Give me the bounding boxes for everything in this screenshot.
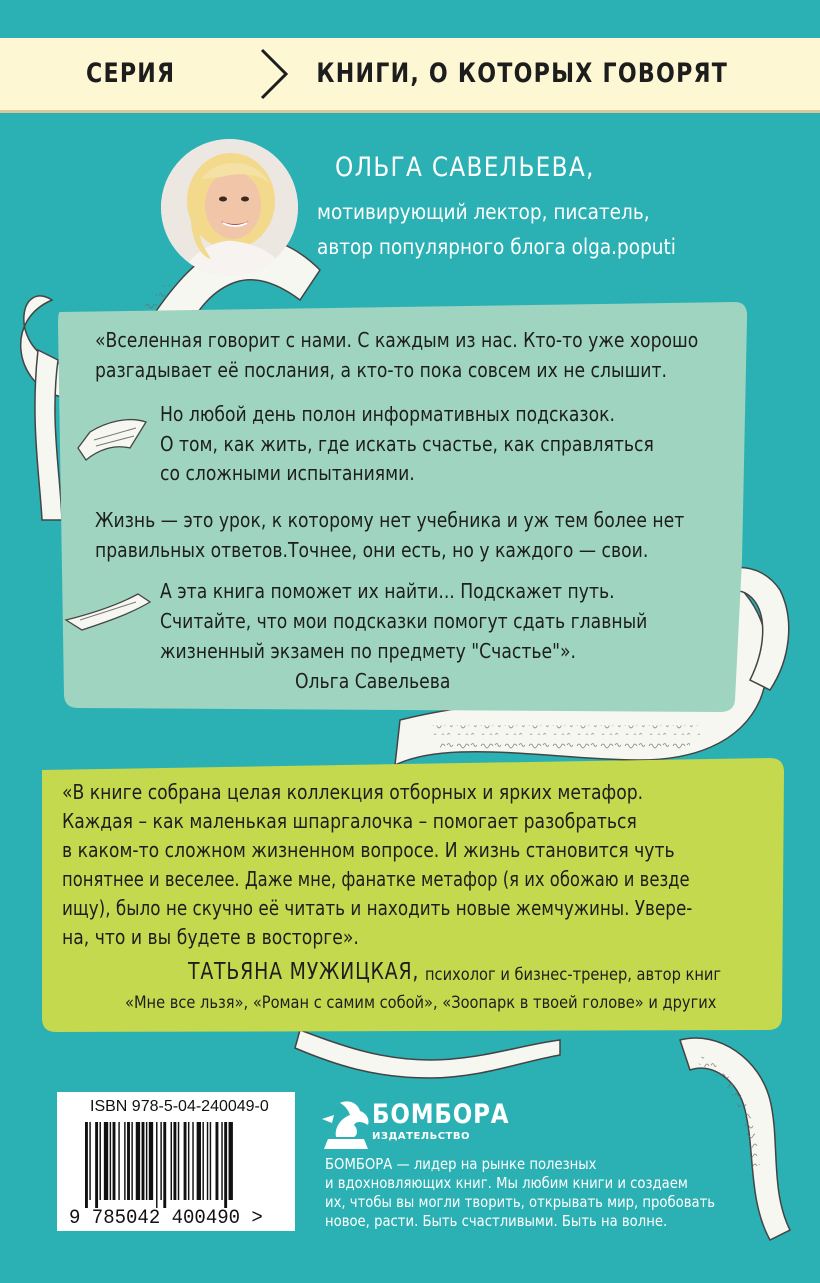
barcode-bar — [221, 1122, 222, 1200]
barcode-bar — [127, 1122, 130, 1200]
bombora-logo-icon — [318, 1095, 378, 1151]
author-quote-line: Но любой день полон информативных подсказок. — [160, 402, 615, 426]
publisher-description-line: новое, расти. Быть счастливыми. Быть на волне. — [325, 1212, 668, 1230]
barcode-bar — [197, 1122, 201, 1200]
barcode-bar — [113, 1122, 116, 1200]
review-quote-line: ищу), было не скучно её читать и находить новые жемчужины. Увере- — [62, 896, 693, 920]
barcode-bar — [173, 1122, 176, 1200]
author-quote-line: разгадывает её послания, а кто-то пока совсем их не слышит. — [95, 358, 667, 382]
barcode-bar — [184, 1122, 187, 1200]
author-quote-line: Считайте, что мои подсказки помогут сдать главный — [160, 609, 648, 633]
barcode-bar — [149, 1122, 153, 1200]
author-quote-line: жизненный экзамен по предмету "Счастье"». — [160, 639, 576, 663]
barcode-bar — [110, 1122, 111, 1200]
author-quote-line: А эта книга поможет их найти... Подскажет путь. — [160, 579, 615, 603]
author-quote-line: правильных ответов.Точнее, они есть, но у каждого — свои. — [95, 538, 649, 562]
author-quote-line: со сложными испытаниями. — [160, 461, 415, 485]
barcode-bar — [131, 1122, 132, 1200]
review-quote-line: Каждая – как маленькая шпаргалочка – помогает разобраться — [62, 809, 637, 833]
author-name: ОЛЬГА САВЕЛЬЕВА, — [335, 152, 595, 183]
review-quote-line: «В книге собрана целая коллекция отборных и ярких метафор. — [62, 780, 644, 804]
author-quote-line: «Вселенная говорит с нами. С каждым из нас. Кто-то уже хорошо — [95, 328, 699, 352]
author-quote-line: Жизнь — это урок, к которому нет учебника и уж тем более нет — [95, 508, 685, 532]
reviewer-role: психолог и бизнес-тренер, автор книг — [425, 965, 722, 985]
publisher-logo-name: БОМБОРА — [372, 1099, 510, 1130]
barcode-bar — [229, 1122, 233, 1200]
author-blog: автор популярного блога olga.poputi — [317, 235, 676, 259]
author-quote-signature: Ольга Савельева — [295, 669, 451, 693]
barcode-bar — [118, 1122, 119, 1200]
barcode-bar — [146, 1122, 147, 1200]
author-quote-line: О том, как жить, где искать счастье, как справляться — [160, 432, 654, 456]
barcode-bar — [202, 1122, 203, 1200]
barcode-bar — [85, 1122, 88, 1208]
author-role: мотивирующий лектор, писатель, — [317, 200, 650, 224]
barcode-bar — [216, 1122, 219, 1200]
barcode-bar — [163, 1122, 166, 1208]
barcode-bar — [95, 1122, 98, 1208]
publisher-description-line: их, чтобы вы могли творить, открывать мир, пробовать — [325, 1193, 716, 1211]
barcode-bar — [89, 1122, 90, 1200]
barcode-bar — [136, 1122, 140, 1200]
review-quote-line: понятнее и веселее. Даже мне, фанатке метафор (я их обожаю и везде — [62, 867, 690, 891]
reviewer-name: ТАТЬЯНА МУЖИЦКАЯ, — [188, 959, 420, 985]
review-quote-line: в каком-то сложном жизненном вопросе. И жизнь становится чуть — [62, 838, 675, 862]
series-name: КНИГИ, О КОТОРЫХ ГОВОРЯТ — [316, 58, 728, 89]
series-label: СЕРИЯ — [86, 58, 176, 89]
isbn-number: ISBN 978-5-04-240049-0 — [90, 1098, 269, 1115]
isbn-barcode — [57, 1092, 295, 1231]
barcode-bar — [142, 1122, 145, 1200]
publisher-description-line: и вдохновляющих книг. Мы любим книги и создаем — [325, 1174, 688, 1192]
reviewer-books: «Мне все льзя», «Роман с самим собой», «Зоопарк в твоей голове» и других — [125, 993, 717, 1013]
barcode-bar — [178, 1122, 179, 1200]
barcode-bar — [160, 1122, 161, 1200]
barcode-bar — [188, 1122, 189, 1200]
barcode-bar — [171, 1122, 172, 1200]
barcode-bar — [124, 1122, 125, 1200]
barcode-bar — [104, 1122, 108, 1200]
barcode-bar — [100, 1122, 101, 1200]
publisher-logo-subtitle: ИЗДАТЕЛЬСТВО — [372, 1131, 470, 1142]
barcode-bar — [156, 1122, 157, 1208]
review-quote-line: на, что и вы будете в восторге». — [62, 925, 359, 949]
barcode-bar — [207, 1122, 208, 1200]
ean-digits: 9 785042 400490 > — [69, 1207, 263, 1230]
publisher-description-line: БОМБОРА — лидер на рынке полезных — [325, 1155, 597, 1173]
barcode-bar — [192, 1122, 193, 1200]
barcode-bar — [210, 1122, 211, 1200]
barcode-bar — [224, 1122, 227, 1208]
